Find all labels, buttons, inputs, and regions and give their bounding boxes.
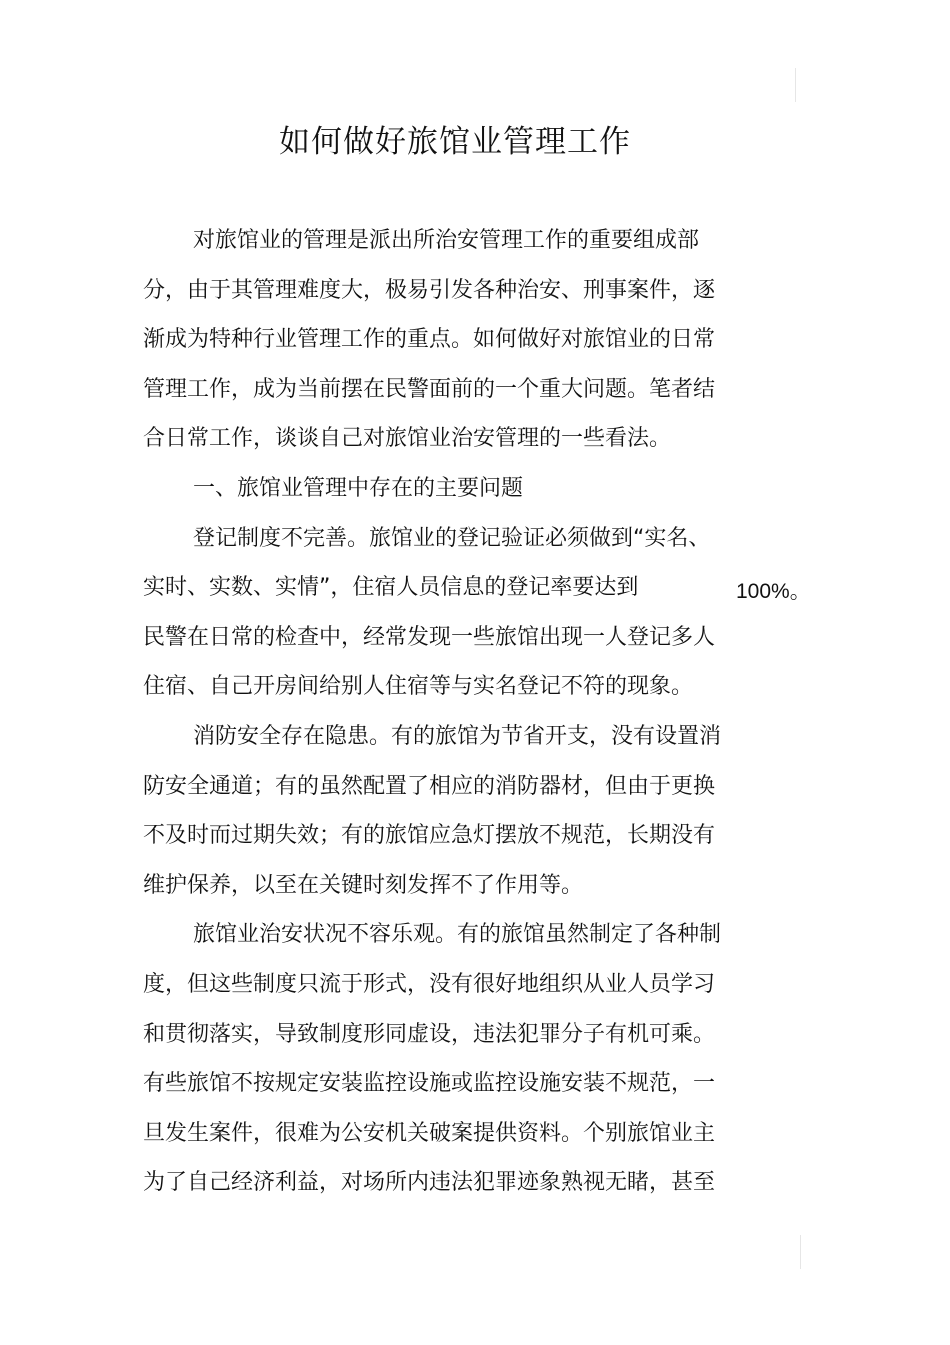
body-line: 旅馆业治安状况不容乐观。有的旅馆虽然制定了各种制 — [193, 922, 722, 948]
body-line: 维护保养，以至在关键时刻发挥不了作用等。 — [143, 872, 584, 898]
document-title: 如何做好旅馆业管理工作 — [279, 124, 631, 160]
body-line: 不及时而过期失效；有的旅馆应急灯摆放不规范，长期没有 — [143, 823, 716, 849]
body-line: 防安全通道；有的虽然配置了相应的消防器材，但由于更换 — [143, 773, 716, 799]
section-heading: 一、旅馆业管理中存在的主要问题 — [193, 475, 524, 501]
page-edge-mark-top — [795, 68, 796, 102]
body-line: 登记制度不完善。旅馆业的登记验证必须做到“实名、 — [193, 525, 711, 551]
body-line: 为了自己经济利益，对场所内违法犯罪迹象熟视无睹，甚至 — [143, 1170, 716, 1196]
body-line: 渐成为特种行业管理工作的重点。如何做好对旅馆业的日常 — [143, 327, 716, 353]
document-body — [143, 216, 743, 1208]
body-line: 旦发生案件，很难为公安机关破案提供资料。个别旅馆业主 — [143, 1120, 716, 1146]
body-line: 和贯彻落实，导致制度形同虚设，违法犯罪分子有机可乘。 — [143, 1021, 716, 1047]
body-line: 管理工作，成为当前摆在民警面前的一个重大问题。笔者结 — [143, 376, 716, 402]
body-line: 合日常工作，谈谈自己对旅馆业治安管理的一些看法。 — [143, 426, 672, 452]
registration-rate-value: 100%。 — [736, 580, 811, 603]
body-line: 有些旅馆不按规定安装监控设施或监控设施安装不规范，一 — [143, 1071, 716, 1097]
body-line: 度，但这些制度只流于形式，没有很好地组织从业人员学习 — [143, 971, 716, 997]
body-line: 分，由于其管理难度大，极易引发各种治安、刑事案件，逐 — [143, 277, 716, 303]
page-edge-mark-bottom — [800, 1235, 801, 1269]
body-line: 对旅馆业的管理是派出所治安管理工作的重要组成部 — [193, 228, 700, 253]
body-line: 住宿、自己开房间给别人住宿等与实名登记不符的现象。 — [143, 674, 694, 700]
body-line: 消防安全存在隐患。有的旅馆为节省开支，没有设置消 — [193, 723, 722, 749]
body-line: 实时、实数、实情”，住宿人员信息的登记率要达到 — [143, 575, 639, 601]
body-line: 民警在日常的检查中，经常发现一些旅馆出现一人登记多人 — [143, 624, 716, 650]
